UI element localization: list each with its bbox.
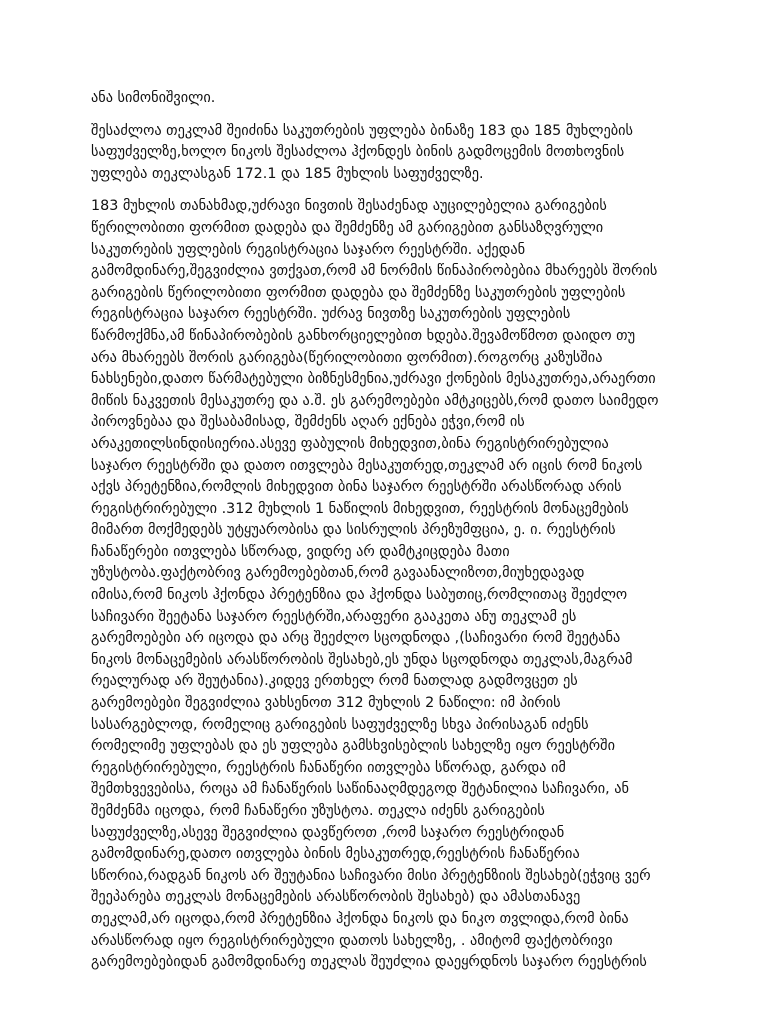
paragraph-gap (91, 185, 691, 196)
text-line: არაკეთილსინდისიერია.ასევე ფაბულის მიხედვით,ბინა რეგისტრირებულია (91, 435, 609, 452)
text-line: საჩივარი შეეტანა საჯარო რეესტრში,არაფერი გააკეთა ანუ თეკლამ ეს (91, 608, 577, 625)
text-line: არა მხარეებს შორის გარიგება(წერილობითი ფორმით).როგორც კაზუსშია (91, 349, 603, 366)
paragraph-intro (91, 121, 691, 186)
text-line: გარიგების წერილობითი ფორმით დადება და შემძენზე საკუთრების უფლების (91, 284, 626, 301)
text-line: საფუძველზე,ასევე შეგვიძლია დავწეროთ ,რომ საჯარო რეესტრიდან (91, 824, 565, 841)
paragraph-gap (91, 110, 691, 121)
text-line: 183 მუხლის თანახმად,უძრავი ნივთის შესაძენად აუცილებელია გარიგების (91, 198, 607, 215)
text-line: რეალურად არ შეუტანია).კიდევ ერთხელ რომ ნათლად გადმოვცეთ ეს (91, 673, 578, 690)
author-line (91, 88, 691, 110)
text-line: გარემოებები შეგვიძლია ვახსენოთ 312 მუხლის 2 ნაწილი: იმ პირის (91, 695, 561, 712)
text-line: საფუძველზე,ხოლო ნიკოს შესაძლოა ჰქონდეს ბინის გადმოცემის მოთხოვნის (91, 144, 625, 161)
text-line: რეგისტრაცია საჯარო რეესტრში. უძრავ ნივთზე საკუთრების უფლების (91, 306, 571, 323)
text-line: გარემოებები არ იცოდა და არც შეეძლო სცოდნოდა ,(საჩივარი რომ შეეტანა (91, 630, 621, 647)
text-line: გარემოებებიდან გამომდინარე თეკლას შეუძლია დაეყრდნოს საჯარო რეესტრის (91, 954, 647, 971)
paragraph-analysis (91, 196, 691, 973)
text-line: აქვს პრეტენზია,რომლის მიხედვით ბინა საჯარო რეესტრში არასწორად არის (91, 479, 622, 496)
text-line: არასწორად იყო რეგისტრირებული დათოს სახელზე, . ამიტომ ფაქტობრივი (91, 932, 613, 949)
text-line: უზუსტობა.ფაქტობრივ გარემოებებთან,რომ გავაანალიზოთ,მიუხედავად (91, 565, 585, 582)
text-line: მიმართ მოქმედებს უტყუარობისა და სისრულის პრეზუმფცია, ე. ი. რეესტრის (91, 522, 616, 539)
text-line: გამომდინარე,შეგვიძლია ვთქვათ,რომ ამ ნორმის წინაპირობებია მხარეებს შორის (91, 263, 658, 280)
text-line: იმისა,რომ ნიკოს ჰქონდა პრეტენზია და ჰქონდა საბუთიც,რომლითაც შეეძლო (91, 587, 628, 604)
text-line: წერილობითი ფორმით დადება და შემძენზე ამ გარიგებით განსაზღვრული (91, 219, 604, 236)
text-line: რომელიმე უფლებას და ეს უფლება გამსხვისებლის სახელზე იყო რეესტრში (91, 738, 615, 755)
text-line: პიროვნებაა და შესაბამისად, შემძენს აღარ ექნება ეჭვი,რომ ის (91, 414, 525, 431)
text-line: საჯარო რეესტრში და დათო ითვლება მესაკუთრედ,თეკლამ არ იცის რომ ნიკოს (91, 457, 643, 474)
text-line: უფლება თეკლასგან 172.1 და 185 მუხლის საფუძველზე. (91, 165, 484, 182)
text-line: შეეპარება თეკლას მონაცემების არასწორობის შესახებ) და ამასთანავე (91, 889, 581, 906)
text-line: სწორია,რადგან ნიკოს არ შეუტანია საჩივარი მისი პრეტენზიის შესახებ(ეჭვიც ვერ (91, 867, 651, 884)
text-line: მიწის ნაკვეთის მესაკუთრე და ა.შ. ეს გარემოებები ამტკიცებს,რომ დათო საიმედო (91, 392, 659, 409)
text-line: თეკლამ,არ იცოდა,რომ პრეტენზია ჰქონდა ნიკოს და ნიკო თვლიდა,რომ ბინა (91, 910, 629, 927)
text-line: გამომდინარე,დათო ითვლება ბინის მესაკუთრედ,რეესტრის ჩანაწერია (91, 846, 580, 863)
text-line: რეგისტრირებული, რეესტრის ჩანაწერი ითვლება სწორად, გარდა იმ (91, 759, 566, 776)
text-line: რეგისტრირებული .312 მუხლის 1 ნაწილის მიხედვით, რეესტრის მონაცემების (91, 500, 629, 517)
text-line: ანა სიმონიშვილი. (91, 90, 216, 106)
document-page (91, 88, 691, 974)
text-line: სასარგებლოდ, რომელიც გარიგების საფუძველზე სხვა პირისაგან იძენს (91, 716, 589, 733)
text-line: ჩანაწერები ითვლება სწორად, ვიდრე არ დამტკიცდება მათი (91, 543, 510, 560)
text-line: წარმოქმნა,ამ წინაპირობების განხორციელებით ხდება.შევამოწმოთ დაიდო თუ (91, 327, 636, 344)
text-line: საკუთრების უფლების რეგისტრაცია საჯარო რეესტრში. აქედან (91, 241, 526, 258)
text-line: ნახსენები,დათო წარმატებული ბიზნესმენია,უძრავი ქონების მესაკუთრეა,არაერთი (91, 371, 656, 388)
text-line: შემთხვევებისა, როცა ამ ჩანაწერის საწინააღმდეგოდ შეტანილია საჩივარი, ან (91, 781, 629, 798)
text-line: შესაძლოა თეკლამ შეიძინა საკუთრების უფლება ბინაზე 183 და 185 მუხლების (91, 122, 633, 139)
text-line: შემძენმა იცოდა, რომ ჩანაწერი უზუსტოა. თეკლა იძენს გარიგების (91, 803, 545, 819)
text-line: ნიკოს მონაცემების არასწორობის შესახებ,ეს უნდა სცოდნოდა თეკლას,მაგრამ (91, 651, 633, 668)
